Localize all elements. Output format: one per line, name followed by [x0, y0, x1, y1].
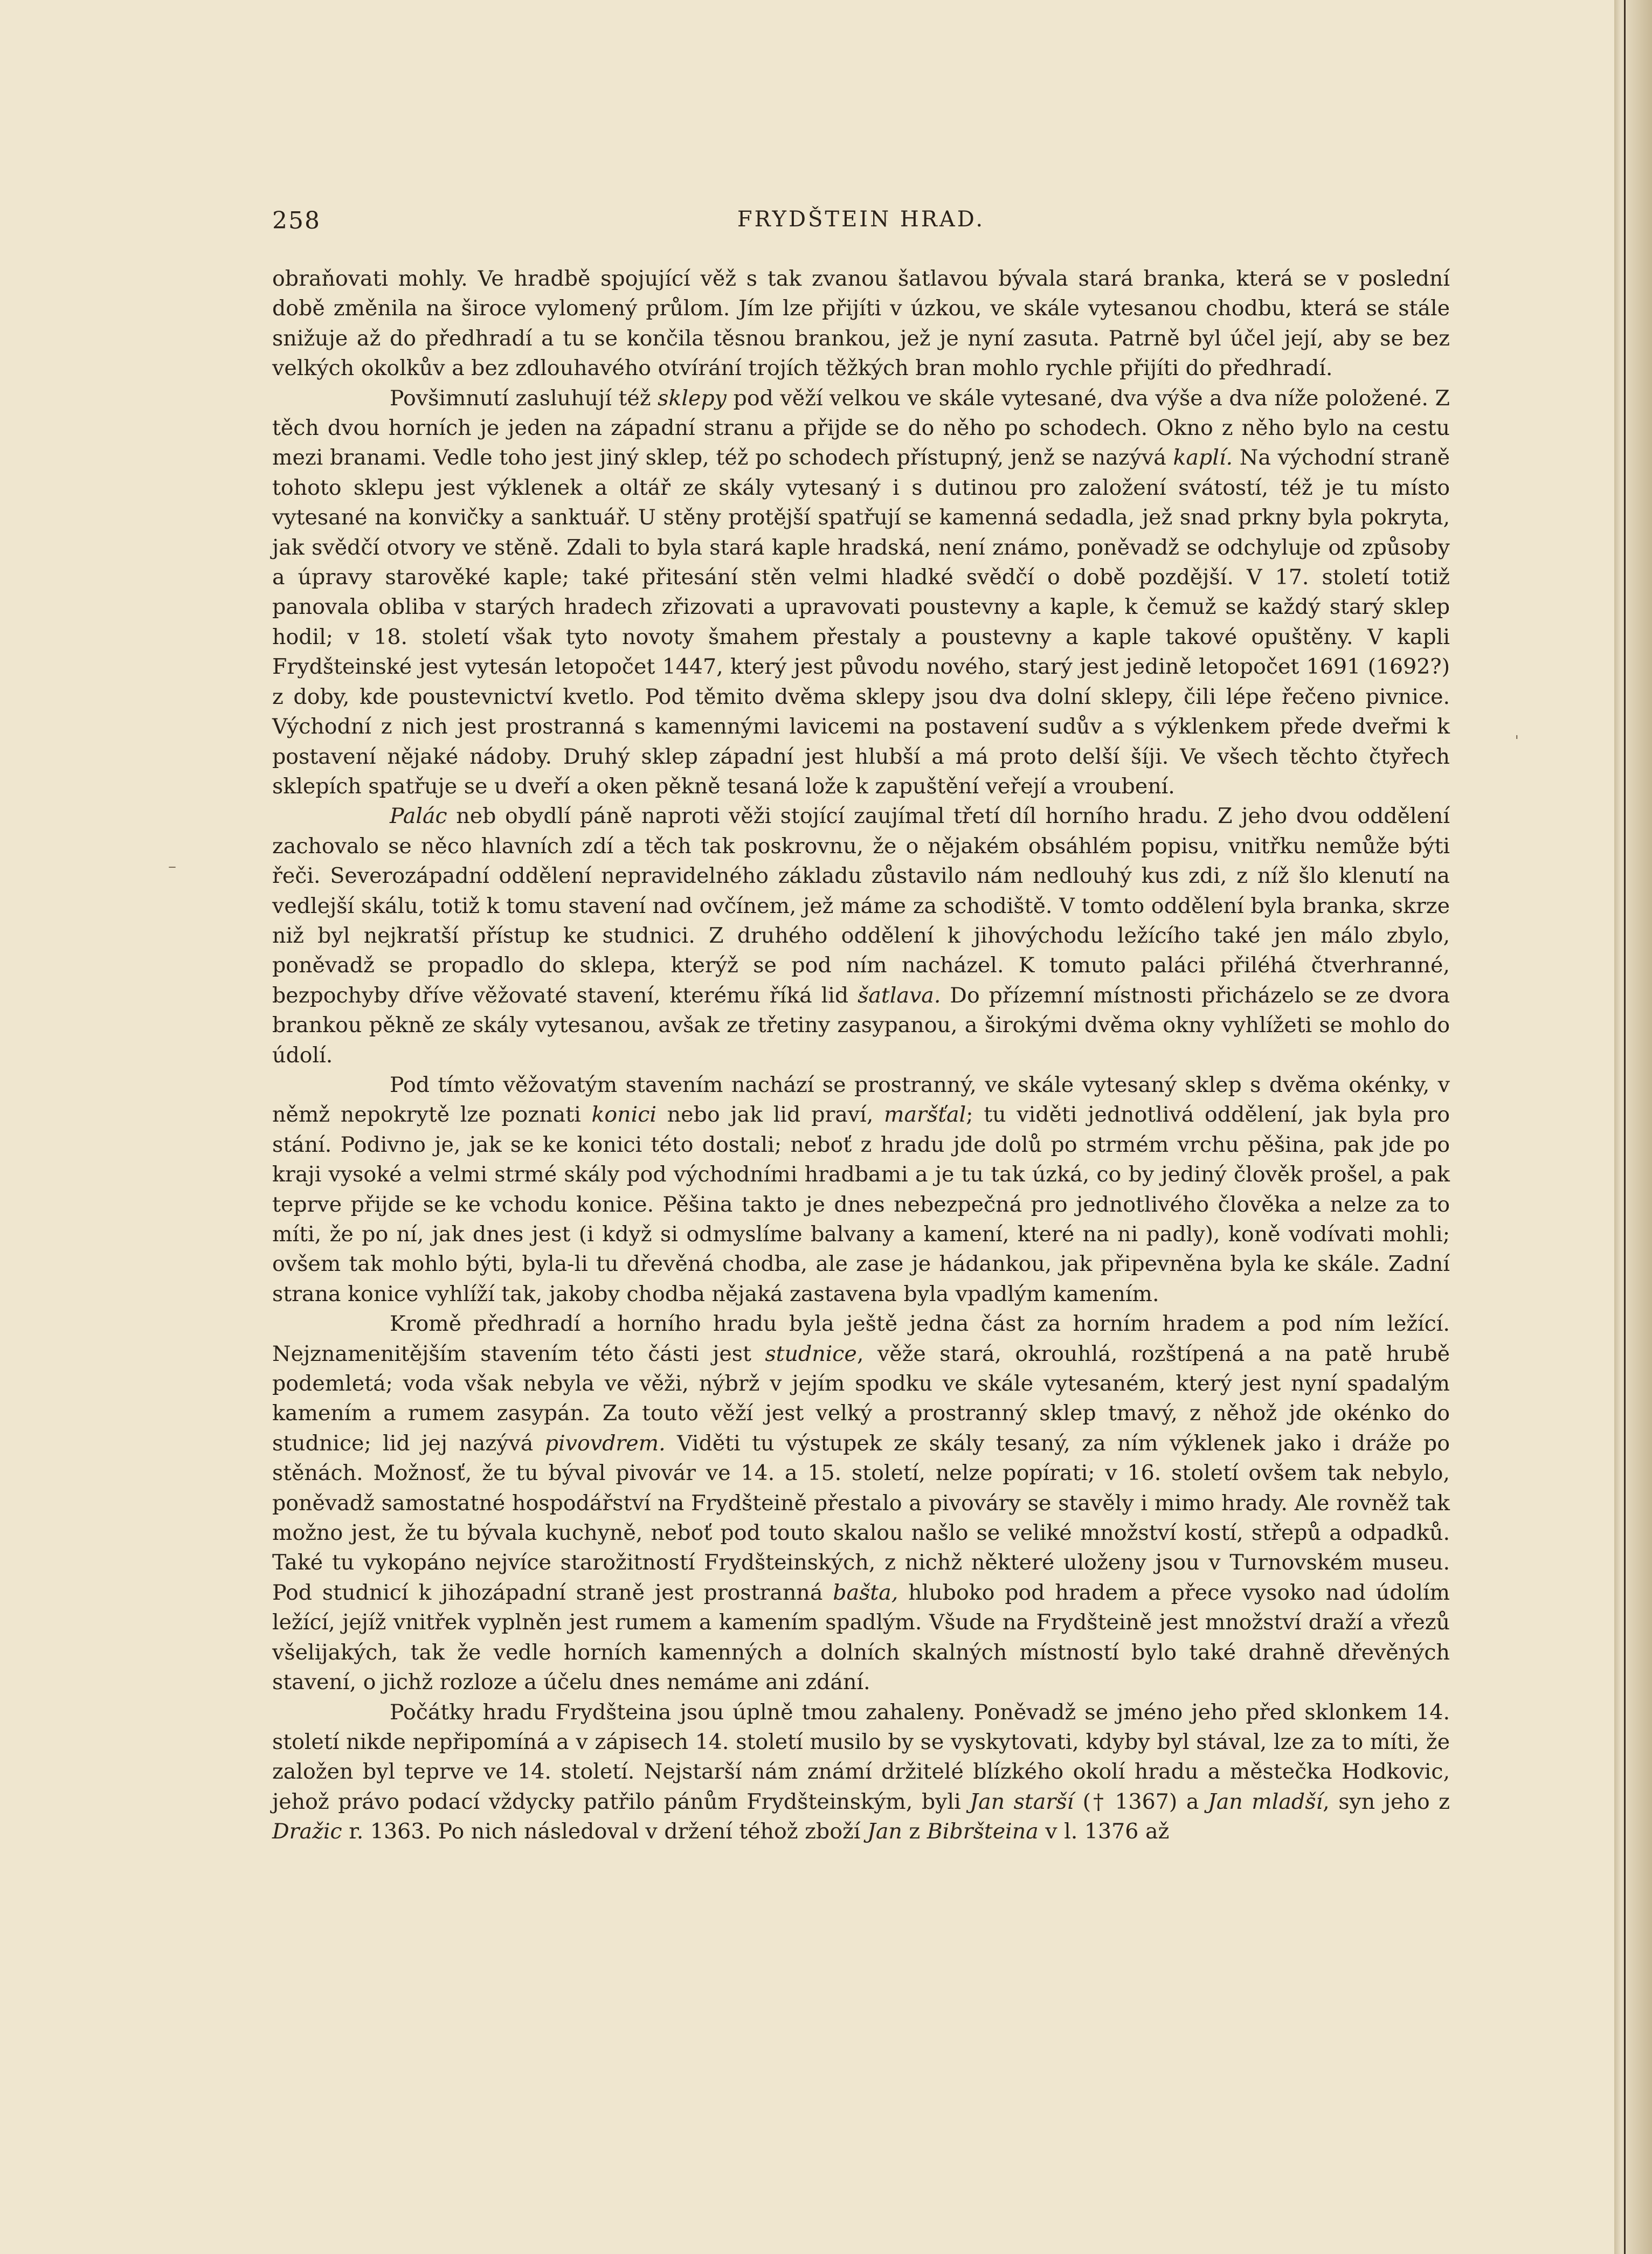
running-title: FRYDŠTEIN HRAD. — [737, 207, 985, 232]
text-run: , věže stará, okrouhlá, rozštípená a na patě hrubě podemletá; voda však nebyla ve věži, nýbrž v jejím spodku ve skále vytesaném, který jest nyní spadalým kamením a rumem zasypán. Za touto věží jest velký a prostranný sklep tmavý, z něhož jde okénko do studnice; lid jej nazývá — [272, 1341, 1450, 1456]
paragraph — [272, 1698, 1450, 1847]
italic-term: sklepy — [658, 385, 727, 411]
italic-term: šatlava. — [858, 983, 941, 1008]
italic-term: konici — [591, 1102, 656, 1128]
right-margin-mark: ˈ — [1515, 733, 1519, 752]
italic-term: Jan — [867, 1819, 902, 1844]
text-run: ; tu viděti jednotlivá oddělení, jak byla pro stání. Podivno je, jak se ke konici této dostali; neboť z hradu jde dolů po strmém vrchu pěšina, pak jde po kraji vysoké a velmi strmé skály pod východními hradbami a je tu tak úzká, co by jediný člověk prošel, a pak teprve přijde se ke vchodu konice. Pěšina takto je dnes nebezpečná pro jednotlivého člověka a nelze za to míti, že po ní, jak dnes jest (i když si odmyslíme balvany a kamení, které na ni padly), koně vodívati mohli; ovšem tak mohlo býti, byla-li tu dřevěná chodba, ale zase je hádankou, jak připevněna byla ke skále. Zadní strana konice vyhlíží tak, jakoby chodba nějaká zastavena byla vpadlým kamením. — [272, 1102, 1450, 1306]
paragraph — [272, 801, 1450, 1070]
text-run: Kromě předhradí a horního hradu byla ještě jedna část za horním hradem a pod ním ležící. Nejznamenitějším stavením této části jest — [272, 1311, 1450, 1366]
text-run: , syn jeho z — [1323, 1789, 1450, 1814]
text-run: nebo jak lid praví, — [656, 1102, 884, 1128]
italic-term: bašta, — [833, 1580, 898, 1605]
italic-term: maršťal — [884, 1102, 966, 1128]
text-run: († 1367) a — [1074, 1789, 1208, 1814]
italic-term: Jan mladší — [1207, 1789, 1323, 1814]
paragraph — [272, 384, 1450, 802]
text-run: v l. 1376 až — [1038, 1819, 1170, 1844]
italic-term: Jan starší — [970, 1789, 1074, 1814]
text-run: r. 1363. Po nich následoval v držení téhož zboží — [342, 1819, 867, 1844]
italic-term: Bibršteina — [927, 1819, 1039, 1844]
paragraph — [272, 1070, 1450, 1309]
page-header — [272, 207, 1450, 245]
paragraph — [272, 264, 1450, 384]
italic-term: Dražic — [272, 1819, 342, 1844]
body-text — [272, 264, 1450, 1847]
text-run: Počátky hradu Frydšteina jsou úplně tmou zahaleny. Poněvadž se jméno jeho před sklonkem 14. století nikde nepřipomíná a v zápisech 14. století musilo by se vyskytovati, kdyby byl stával, lze za to míti, že založen byl teprve ve 14. století. Nejstarší nám známí držitelé blízkého okolí hradu a městečka Hodkovic, jehož právo podací vždycky patřilo pánům Frydšteinským, byli — [272, 1699, 1450, 1814]
text-run: Do přízemní místnosti přicházelo se ze dvora brankou pěkně ze skály vytesanou, avšak ze třetiny zasypanou, a širokými dvěma okny vyhlížeti se mohlo do údolí. — [272, 983, 1450, 1068]
left-margin-mark: – — [168, 857, 176, 876]
text-run: Povšimnutí zasluhují též — [390, 385, 658, 411]
book-page-edge — [1614, 0, 1652, 2254]
text-run: neb obydlí páně naproti věži stojící zaujímal třetí díl horního hradu. Z jeho dvou oddělení zachovalo se něco hlavních zdí a těch tak poskrovnu, že o nějakém obsáhlém popisu, vnitřku nemůže býti řeči. Severozápadní oddělení nepravidelného základu zůstavilo nám nedlouhý kus zdi, z níž šlo klenutí na vedlejší skálu, totiž k tomu stavení nad ovčínem, jež máme za schodiště. V tomto oddělení byla branka, skrze niž byl nejkratší přístup ke studnici. Z druhého oddělení k jihovýchodu ležícího také jen málo zbylo, poněvadž se propadlo do sklepa, kterýž se pod ním nacházel. K tomuto paláci přiléhá čtverhranné, bezpochyby dříve věžovaté stavení, kterému říká lid — [272, 804, 1450, 1008]
paragraph — [272, 1309, 1450, 1697]
italic-term: pivovdrem. — [544, 1430, 666, 1456]
text-run: z — [902, 1819, 927, 1844]
italic-term: studnice — [765, 1341, 857, 1366]
text-run: pod věží velkou ve skále vytesané, dva výše a dva níže položené. Z těch dvou horních je jeden na západní stranu a přijde se do něho po schodech. Okno z něho bylo na cestu mezi branami. Vedle toho jest jiný sklep, též po schodech přístupný, jenž se nazývá — [272, 385, 1450, 471]
text-run: hluboko pod hradem a přece vysoko nad údolím ležící, jejíž vnitřek vyplněn jest rumem a kamením spadlým. Všude na Frydšteině jest množství draží a vřezů všelijakých, tak že vedle horních kamenných a dolních skalných místností bylo také drahně dřevěných stavení, o jichž rozloze a účelu dnes nemáme ani zdání. — [272, 1580, 1450, 1695]
italic-term: kaplí. — [1173, 445, 1233, 471]
text-run: Pod tímto věžovatým stavením nachází se prostranný, ve skále vytesaný sklep s dvěma okénky, v němž nepokrytě lze poznati — [272, 1072, 1450, 1128]
page-number: 258 — [272, 207, 321, 234]
text-run: obraňovati mohly. Ve hradbě spojující věž s tak zvanou šatlavou bývala stará branka, která se v poslední době změnila na široce vylomený průlom. Jím lze přijíti v úzkou, ve skále vytesanou chodbu, která se stále snižuje až do předhradí a tu se končila těsnou brankou, jež je nyní zasuta. Patrně byl účel její, aby se bez velkých okolkův a bez zdlouhavého otvírání trojích těžkých bran mohlo rychle přijíti do předhradí. — [272, 266, 1450, 381]
text-run: Na východní straně tohoto sklepu jest výklenek a oltář ze skály vytesaný i s dutinou pro založení svátostí, též je tu místo vytesané na konvičky a sanktuář. U stěny protější spatřují se kamenná sedadla, jež snad prkny byla pokryta, jak svědčí otvory ve stěně. Zdali to byla stará kaple hradská, není známo, poněvadž se odchyluje od způsoby a úpravy starověké kaple; také přitesání stěn velmi hladké svědčí o době pozdější. V 17. století totiž panovala obliba v starých hradech zřizovati a upravovati poustevny a kaple, k čemuž se každý starý sklep hodil; v 18. století však tyto novoty šmahem přestaly a poustevny a kaple takové opuštěny. V kapli Frydšteinské jest vytesán letopočet 1447, který jest původu nového, starý jest jedině letopočet 1691 (1692?) z doby, kde poustevnictví kvetlo. Pod těmito dvěma sklepy jsou dva dolní sklepy, čili lépe řečeno pivnice. Východní z nich jest prostranná s kamennými lavicemi na postavení sudův a s výklenkem přede dveřmi k postavení nějaké nádoby. Druhý sklep západní jest hlubší a má proto delší šíji. Ve všech těchto čtyřech sklepích spatřuje se u dveří a oken pěkně tesaná lože k zapuštění veřejí a vroubení. — [272, 445, 1450, 799]
italic-term: Palác — [390, 804, 447, 829]
text-run: Viděti tu výstupek ze skály tesaný, za ním výklenek jako i dráže po stěnách. Možnosť, že tu býval pivovár ve 14. a 15. století, nelze popírati; v 16. století ovšem tak nebylo, poněvadž samostatné hospodářství na Frydšteině přestalo a pivováry se stavěly i mimo hrady. Ale rovněž tak možno jest, že tu bývala kuchyně, neboť pod touto skalou našlo se veliké množství kostí, střepů a odpadků. Také tu vykopáno nejvíce starožitností Frydšteinských, z nichž některé uloženy jsou v Turnovském museu. Pod studnicí k jihozápadní straně jest prostranná — [272, 1430, 1450, 1605]
